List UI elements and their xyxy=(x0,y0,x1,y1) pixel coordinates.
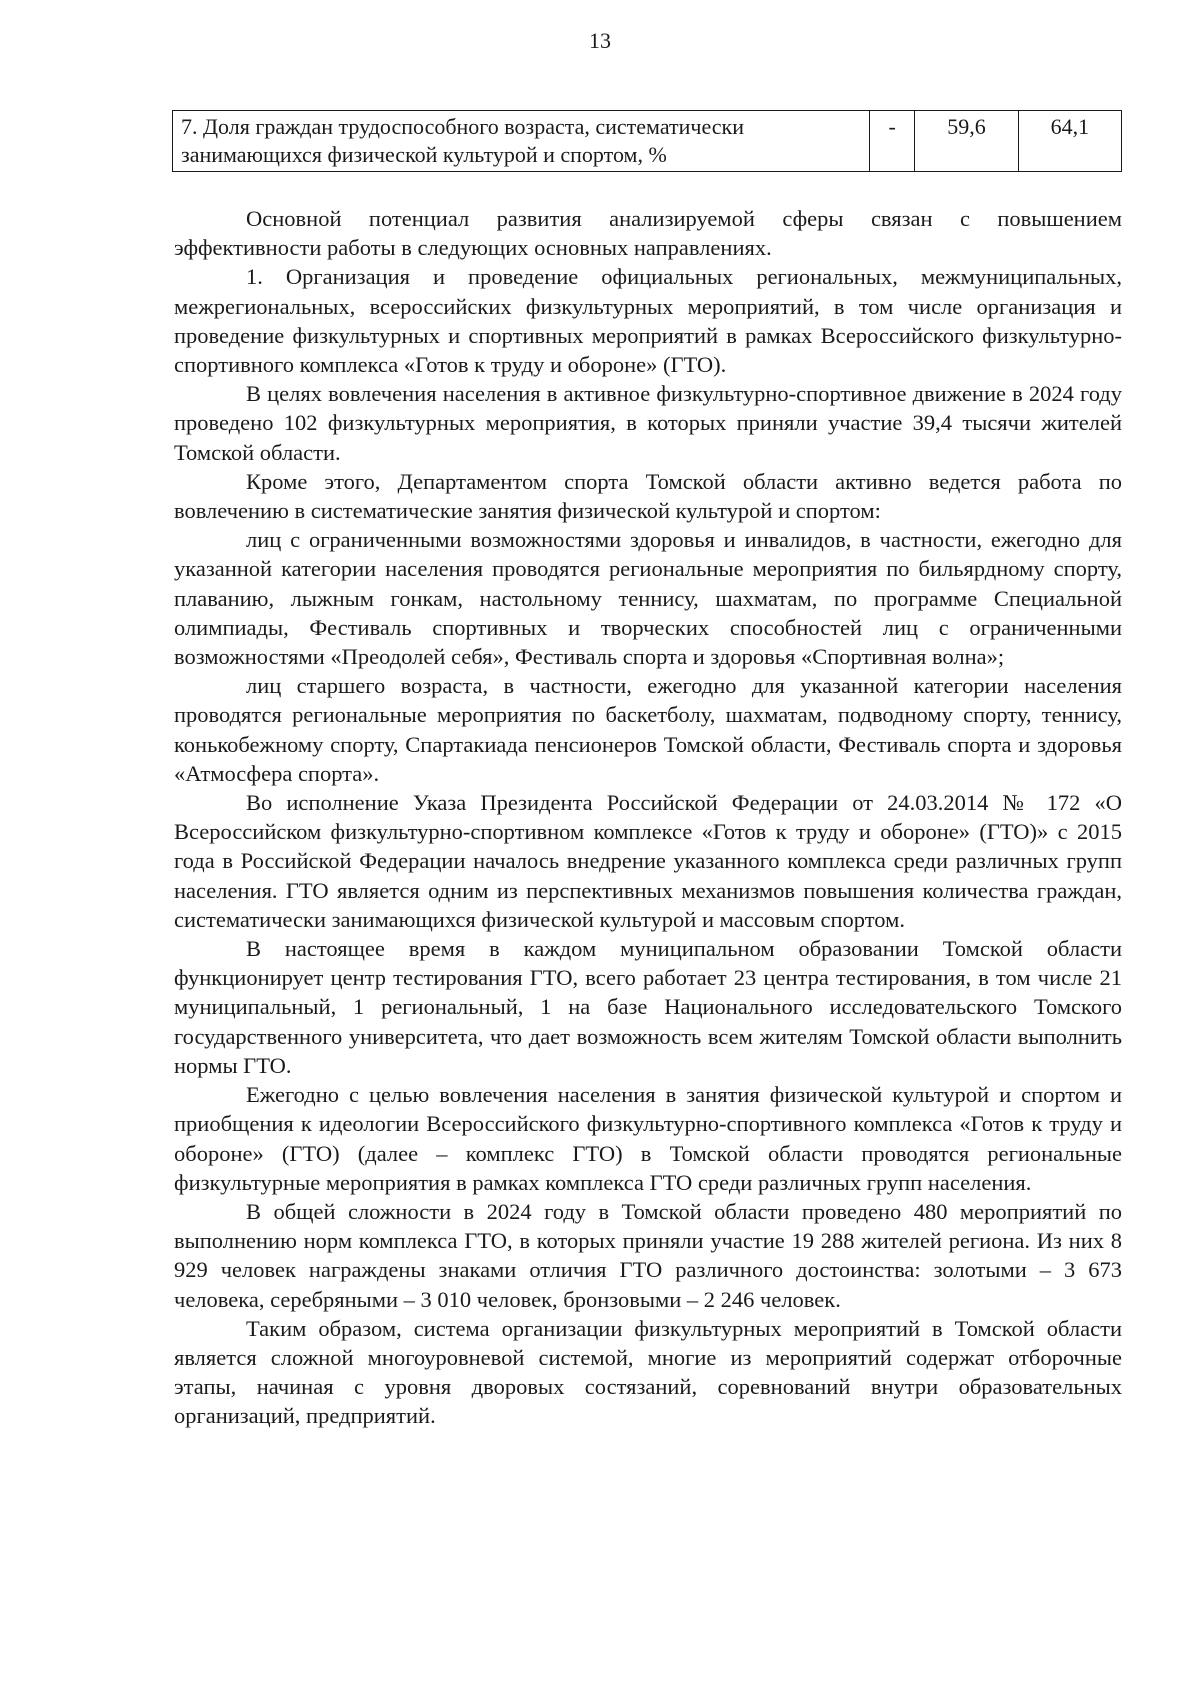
table-cell-indicator-name: 7. Доля граждан трудоспособного возраста, систематически занимающихся физической культурой и спортом, % xyxy=(173,111,870,172)
paragraph: Таким образом, система организации физкультурных мероприятий в Томской области является сложной многоуровневой системой, многие из мероприятий содержат отборочные этапы, начиная с уровня дворовых состязаний, соревнований внутри образовательных организаций, предприятий. xyxy=(174,1315,1122,1429)
paragraph: Ежегодно с целью вовлечения населения в занятия физической культурой и спортом и приобщения к идеологии Всероссийского физкультурно-спортивного комплекса «Готов к труду и обороне» (ГТО) (далее – комплекс ГТО) в Томской области проводятся региональные физкультурные мероприятия в рамках комплекса ГТО среди различных групп населения. xyxy=(174,1082,1122,1195)
paragraph: лиц старшего возраста, в частности, ежегодно для указанной категории населения проводятся региональные мероприятия по баскетболу, шахматам, подводному спорту, теннису, конькобежному спорту, Спартакиада пенсионеров Томской области, Фестиваль спорта и здоровья «Атмосфера спорта». xyxy=(174,673,1122,786)
paragraph: В настоящее время в каждом муниципальном образовании Томской области функционирует центр тестирования ГТО, всего работает 23 центра тестирования, в том числе 21 муниципальный, 1 региональный, 1 на базе Национального исследовательского Томского государственного университета, что дает возможность всем жителям Томской области выполнить нормы ГТО. xyxy=(174,936,1122,1078)
paragraph: Основной потенциал развития анализируемой сферы связан с повышением эффективности работы в следующих основных направлениях. xyxy=(174,206,1122,261)
paragraph: Кроме этого, Департаментом спорта Томской области активно ведется работа по вовлечению в систематические занятия физической культурой и спортом: xyxy=(174,468,1122,524)
body-text xyxy=(174,204,1122,1431)
table-cell-value: 64,1 xyxy=(1018,111,1121,172)
table-cell-value: 59,6 xyxy=(915,111,1018,172)
paragraph: В целях вовлечения населения в активное физкультурно-спортивное движение в 2024 году проведено 102 физкультурных мероприятия, в которых приняли участие 39,4 тысячи жителей Томской области. xyxy=(174,381,1122,465)
paragraph: лиц с ограниченными возможностями здоровья и инвалидов, в частности, ежегодно для указанной категории населения проводятся региональные мероприятия по бильярдному спорту, плаванию, лыжным гонкам, настольному теннису, шахматам, по программе Специальной олимпиады, Фестиваль спортивных и творческих способностей лиц с ограниченными возможностями «Преодолей себя», Фестиваль спорта и здоровья «Спортивная волна»; xyxy=(174,527,1122,670)
page-number: 13 xyxy=(589,28,611,53)
paragraph: 1. Организация и проведение официальных региональных, межмуниципальных, межрегиональных, всероссийских физкультурных мероприятий, в том числе организация и проведение физкультурных и спортивных мероприятий в рамках Всероссийского физкультурно-спортивного комплекса «Готов к труду и обороне» (ГТО). xyxy=(174,264,1122,378)
indicator-table xyxy=(172,110,1122,172)
table-row xyxy=(173,111,1122,172)
table-cell-value: - xyxy=(870,111,915,172)
paragraph: Во исполнение Указа Президента Российской Федерации от 24.03.2014 № 172 «О Всероссийском физкультурно-спортивном комплексе «Готов к труду и обороне» (ГТО)» с 2015 года в Российской Федерации началось внедрение указанного комплекса среди различных групп населения. ГТО является одним из перспективных механизмов повышения количества граждан, систематически занимающихся физической культурой и массовым спортом. xyxy=(174,790,1122,932)
paragraph: В общей сложности в 2024 году в Томской области проведено 480 мероприятий по выполнению норм комплекса ГТО, в которых приняли участие 19 288 жителей региона. Из них 8 929 человек награждены знаками отличия ГТО различного достоинства: золотыми – 3 673 человека, серебряными – 3 010 человек, бронзовыми – 2 246 человек. xyxy=(174,1198,1122,1312)
